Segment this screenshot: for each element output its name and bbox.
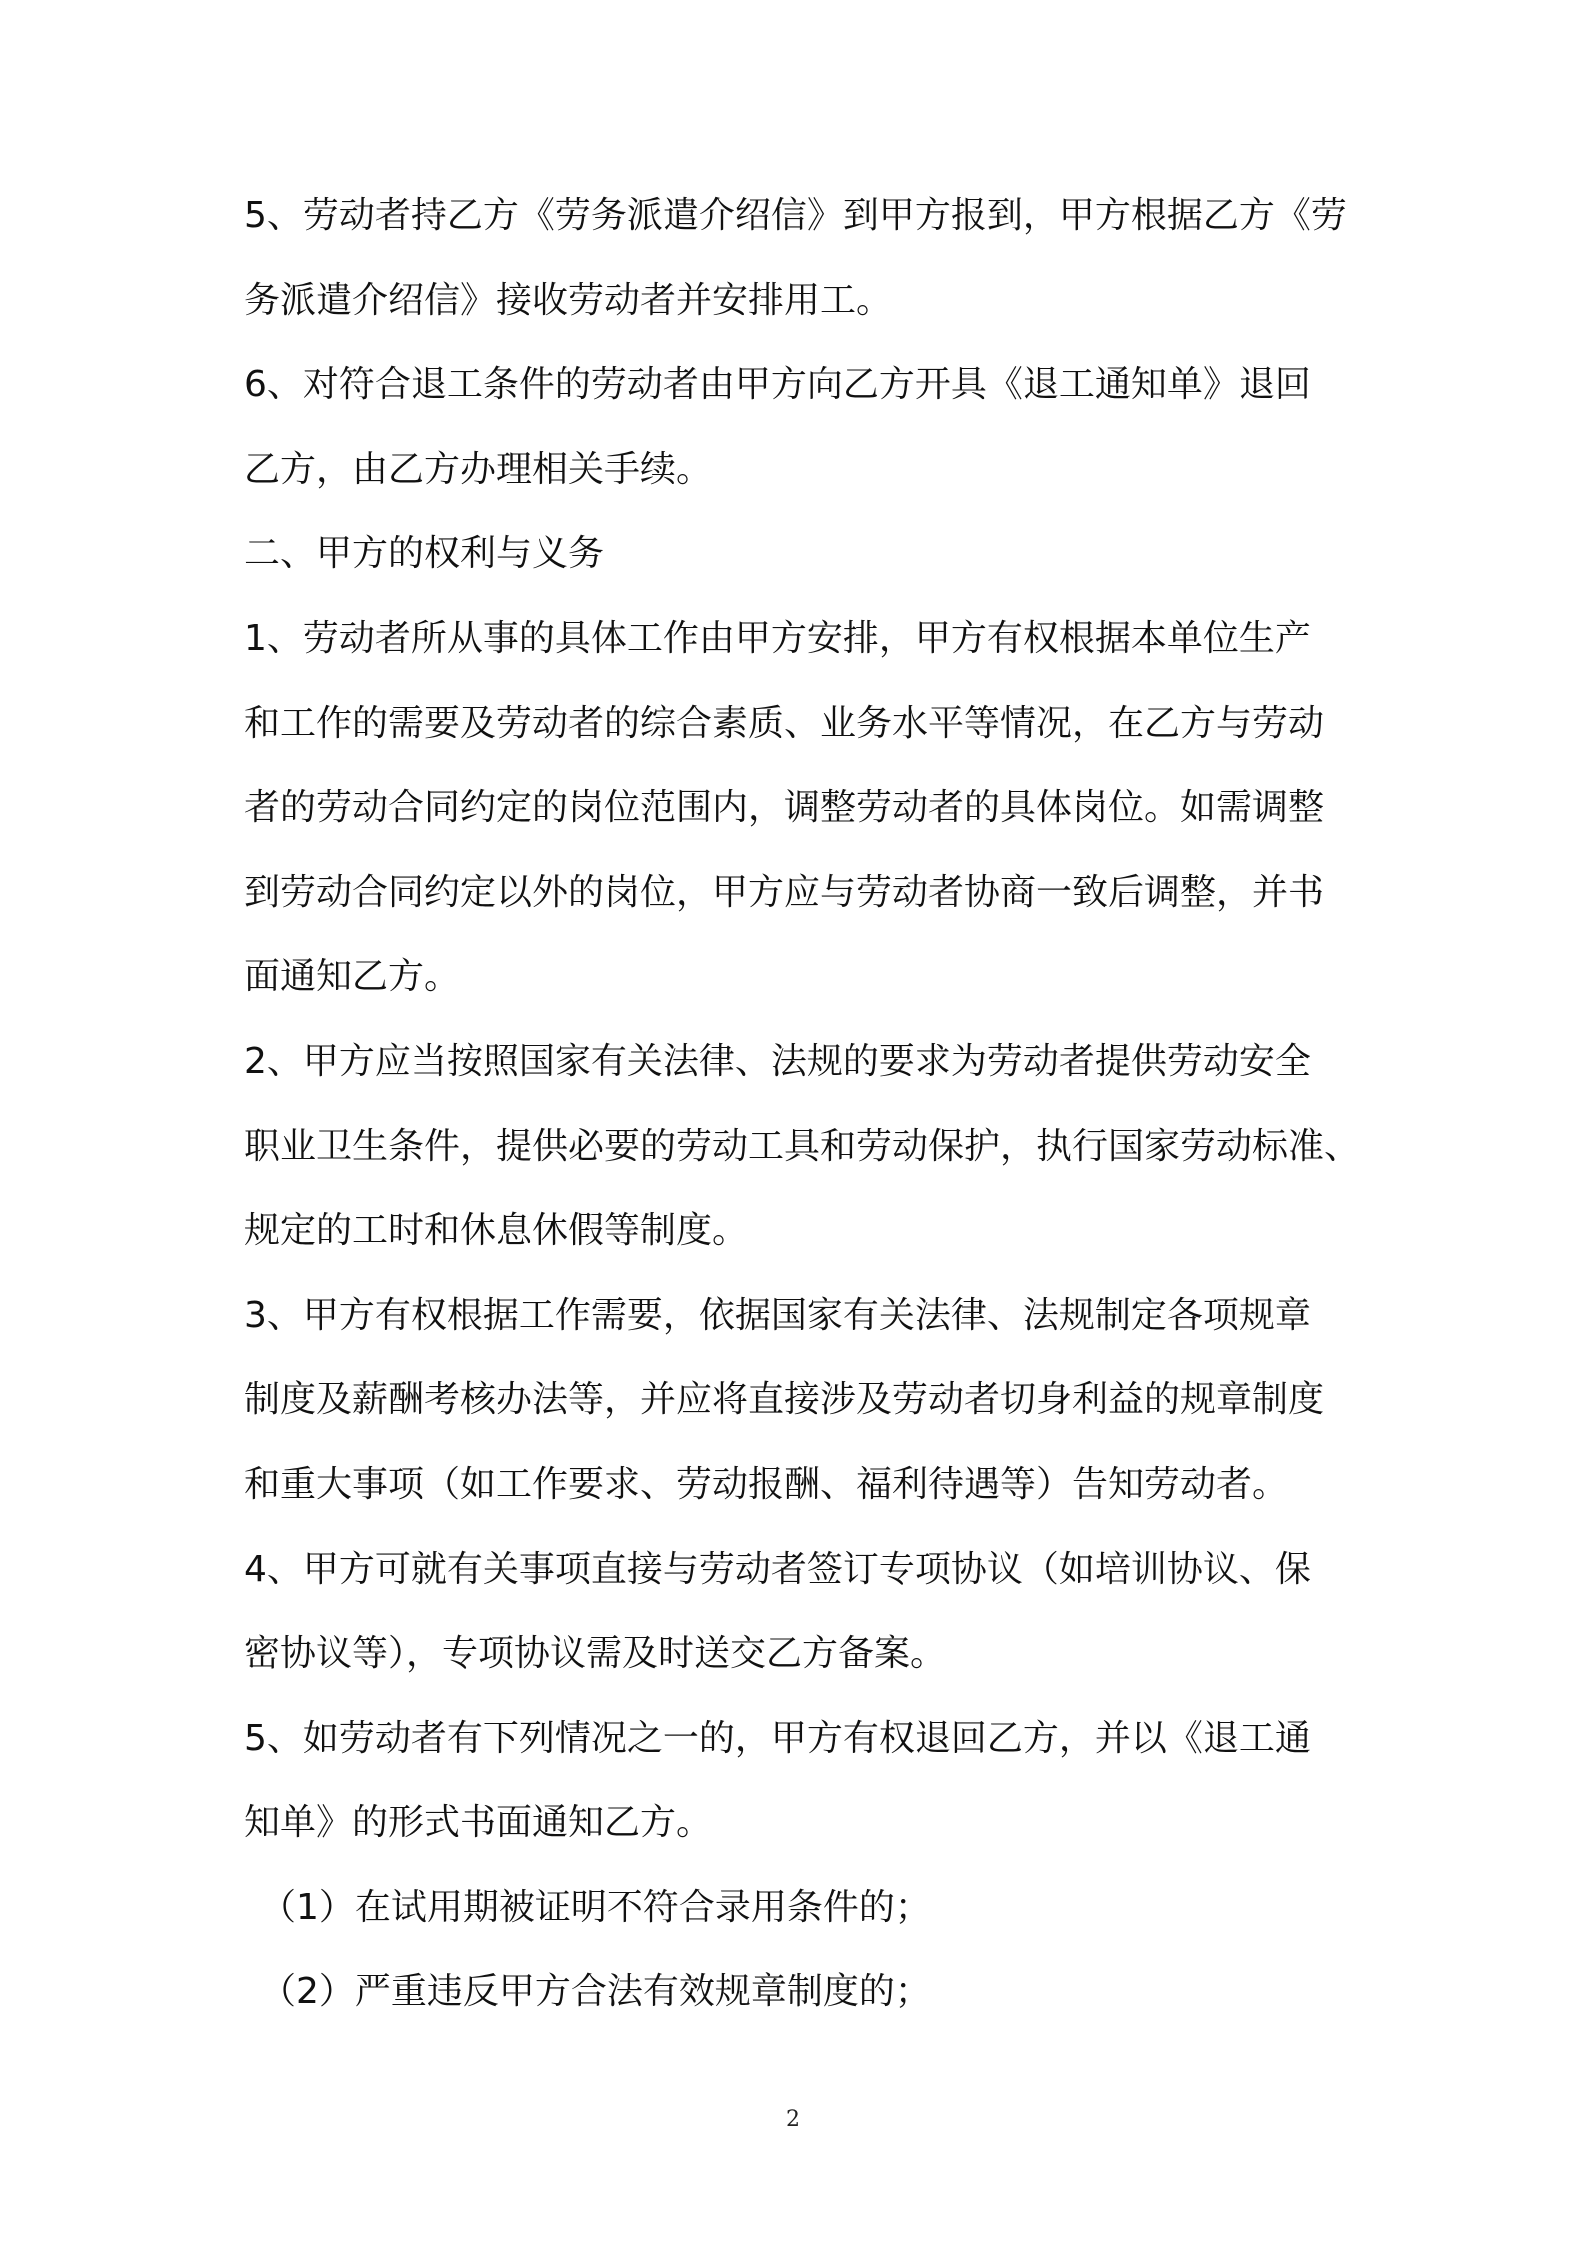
paragraph-line: 5、如劳动者有下列情况之一的，甲方有权退回乙方，并以《退工通 [244, 1717, 1311, 1759]
section-heading: 二、甲方的权利与义务 [244, 533, 605, 575]
paragraph-line: 6、对符合退工条件的劳动者由甲方向乙方开具《退工通知单》退回 [244, 364, 1311, 406]
paragraph-line: 3、甲方有权根据工作需要，依据国家有关法律、法规制定各项规章 [244, 1294, 1311, 1336]
paragraph-line: 2、甲方应当按照国家有关法律、法规的要求为劳动者提供劳动安全 [244, 1040, 1311, 1082]
paragraph-line: 者的劳动合同约定的岗位范围内，调整劳动者的具体岗位。如需调整 [244, 787, 1325, 829]
paragraph-line: 密协议等），专项协议需及时送交乙方备案。 [244, 1633, 947, 1675]
paragraph-line: 4、甲方可就有关事项直接与劳动者签订专项协议（如培训协议、保 [244, 1548, 1311, 1590]
list-item: （1）在试用期被证明不符合录用条件的； [260, 1886, 931, 1928]
list-item: （2）严重违反甲方合法有效规章制度的； [260, 1971, 931, 2013]
paragraph-line: 职业卫生条件，提供必要的劳动工具和劳动保护，执行国家劳动标准、 [244, 1125, 1361, 1167]
document-body [244, 195, 1361, 2056]
paragraph-line: 到劳动合同约定以外的岗位，甲方应与劳动者协商一致后调整，并书 [244, 871, 1325, 913]
paragraph-line: 乙方，由乙方办理相关手续。 [244, 448, 713, 490]
paragraph-line: 规定的工时和休息休假等制度。 [244, 1210, 749, 1252]
paragraph-line: 1、劳动者所从事的具体工作由甲方安排，甲方有权根据本单位生产 [244, 617, 1311, 659]
page-number: 2 [786, 2107, 800, 2132]
paragraph-line: 5、劳动者持乙方《劳务派遣介绍信》到甲方报到，甲方根据乙方《劳 [244, 195, 1347, 236]
paragraph-line: 面通知乙方。 [244, 956, 461, 998]
paragraph-line: 和工作的需要及劳动者的综合素质、业务水平等情况，在乙方与劳动 [244, 702, 1325, 744]
paragraph-line: 和重大事项（如工作要求、劳动报酬、福利待遇等）告知劳动者。 [244, 1463, 1289, 1505]
paragraph-line: 务派遣介绍信》接收劳动者并安排用工。 [244, 279, 893, 321]
paragraph-line: 知单》的形式书面通知乙方。 [244, 1802, 713, 1844]
paragraph-line: 制度及薪酬考核办法等，并应将直接涉及劳动者切身利益的规章制度 [244, 1379, 1325, 1421]
